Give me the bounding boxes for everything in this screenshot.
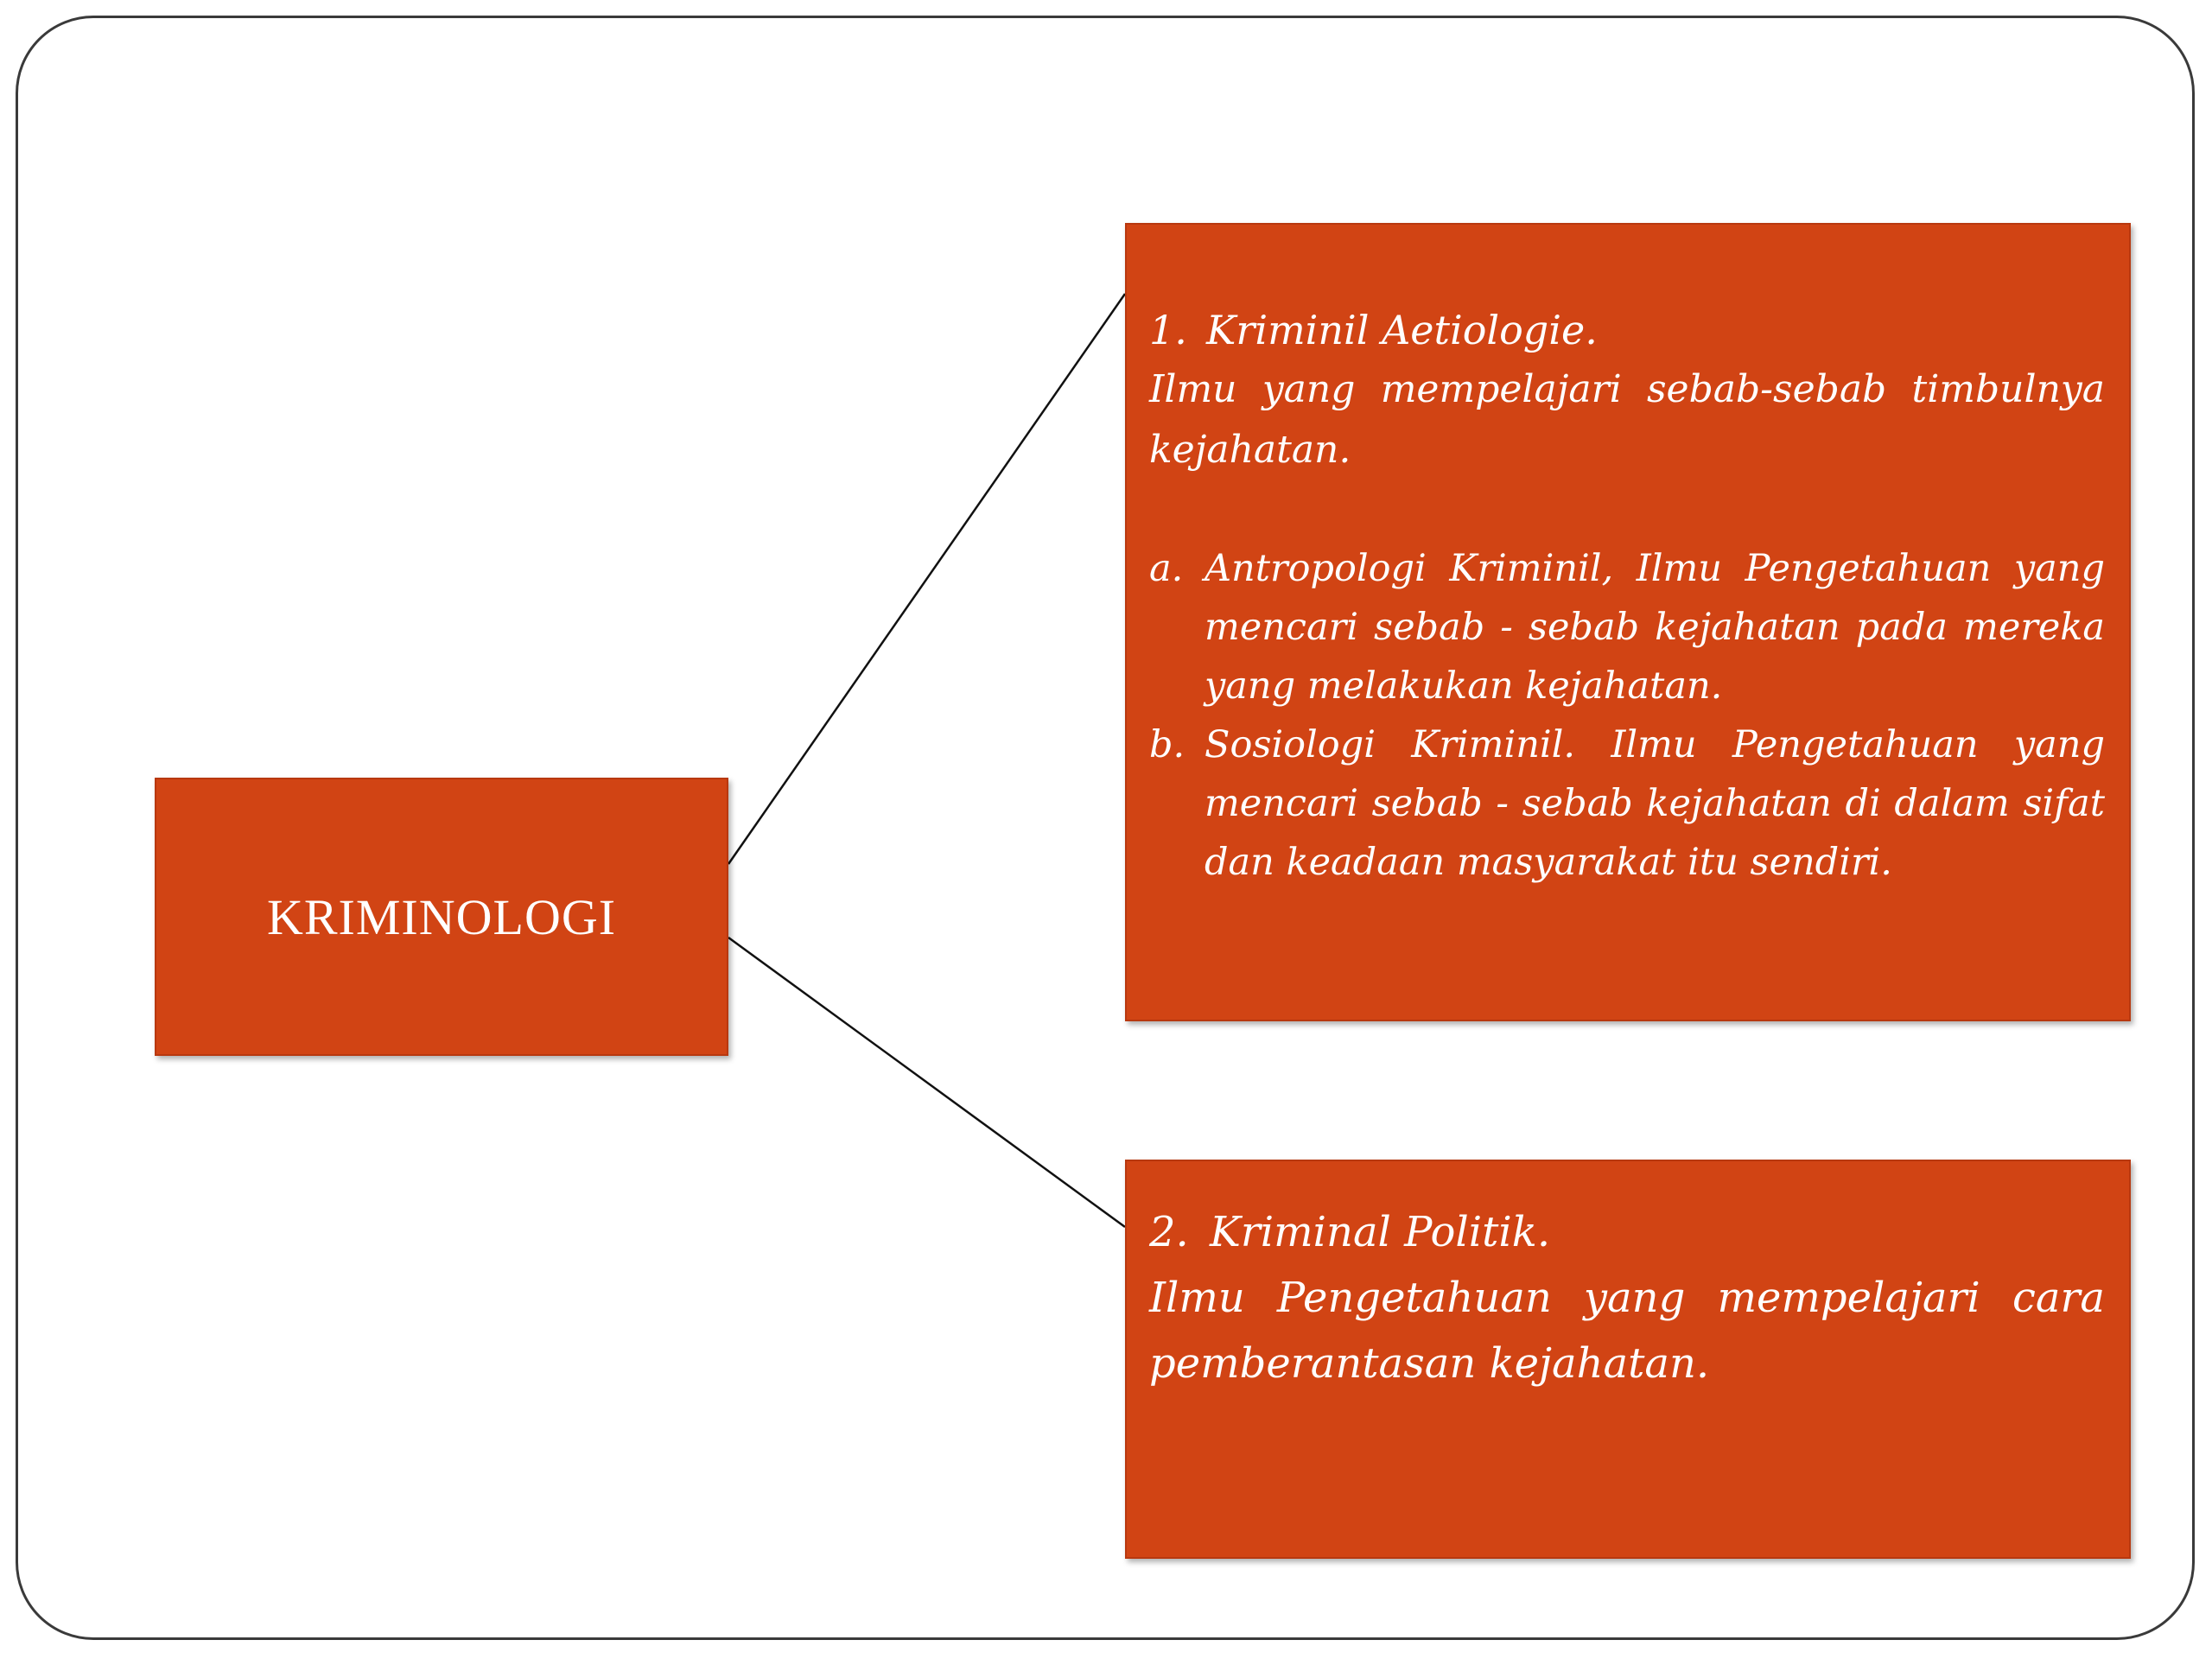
branch-1-number: 1. bbox=[1149, 307, 1187, 353]
branch-2-heading bbox=[1149, 1199, 2105, 1265]
branch-2-number: 2. bbox=[1149, 1208, 1189, 1256]
branch-1-subitem-a bbox=[1149, 539, 2105, 715]
branch-2-description: Ilmu Pengetahuan yang mempelajari cara pemberantasan kejahatan. bbox=[1149, 1274, 2105, 1388]
connector-to-branch-1 bbox=[728, 294, 1125, 864]
branch-1-box bbox=[1125, 223, 2131, 1021]
spacer bbox=[1149, 480, 2105, 539]
branch-2-box bbox=[1125, 1160, 2131, 1559]
root-node-label: KRIMINOLOGI bbox=[266, 888, 617, 945]
branch-1-subitem-b bbox=[1149, 715, 2105, 892]
root-node-box bbox=[155, 778, 728, 1056]
branch-2-title: Kriminal Politik. bbox=[1210, 1208, 1551, 1256]
branch-1-title: Kriminil Aetiologie. bbox=[1206, 307, 1598, 353]
subitem-b-text: Sosiologi Kriminil. Ilmu Pengetahuan yang mencari sebab - sebab kejahatan di dalam sifat dan keadaan masyarakat itu sendiri. bbox=[1205, 723, 2105, 884]
connector-to-branch-2 bbox=[728, 938, 1125, 1227]
subitem-b-marker: b. bbox=[1149, 723, 1185, 766]
branch-1-description: Ilmu yang mempelajari sebab-sebab timbulnya kejahatan. bbox=[1149, 367, 2105, 472]
subitem-a-marker: a. bbox=[1149, 547, 1184, 590]
subitem-a-text: Antropologi Kriminil, Ilmu Pengetahuan yang mencari sebab - sebab kejahatan pada mereka yang melakukan kejahatan. bbox=[1205, 547, 2105, 708]
branch-1-heading bbox=[1149, 301, 2105, 359]
